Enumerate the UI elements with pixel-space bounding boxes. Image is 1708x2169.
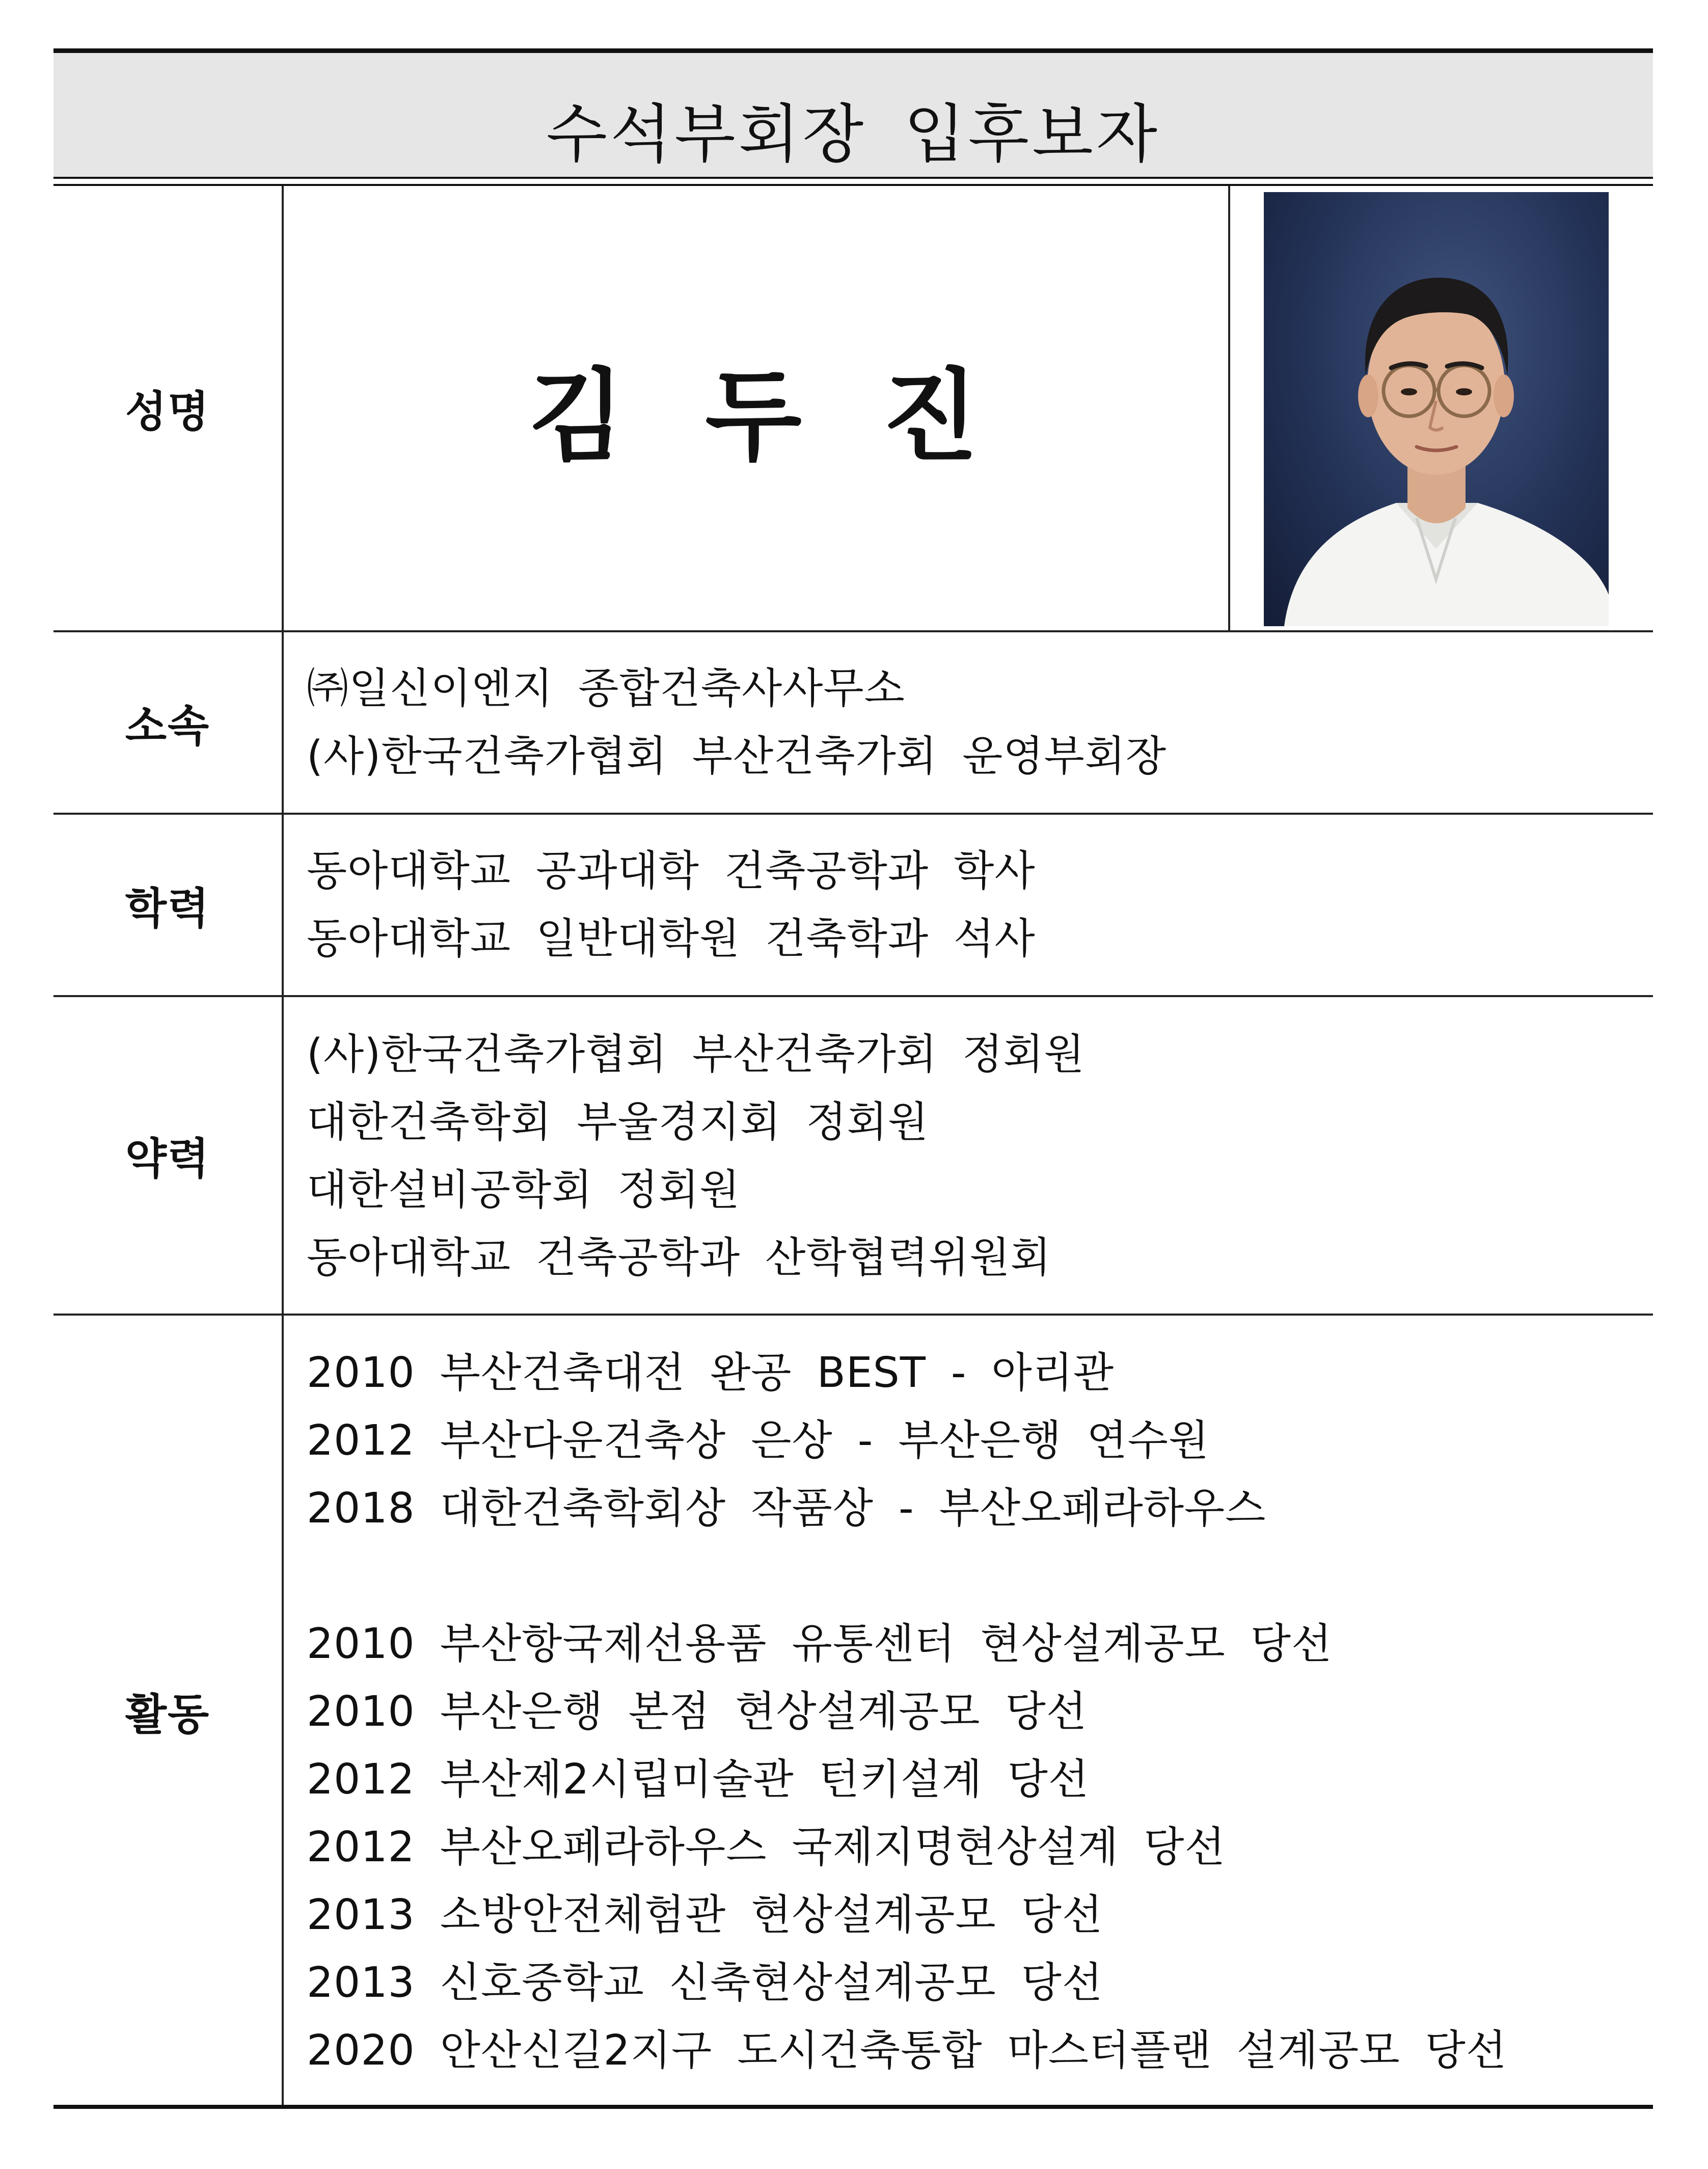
education-content — [284, 815, 1653, 995]
education-list — [307, 837, 1036, 973]
list-item: 대한설비공학회 정회원 — [307, 1166, 741, 1214]
competition-item: 2020 안산신길2지구 도시건축통합 마스터플랜 설계공모 당선 — [307, 2026, 1507, 2075]
list-item: 대한건축학회 부울경지회 정회원 — [307, 1098, 929, 1146]
label-affiliation: 소속 — [125, 701, 210, 751]
list-item: 동아대학교 공과대학 건축공학과 학사 — [307, 847, 1036, 895]
competition-item: 2010 부산항국제선용품 유통센터 현상설계공모 당선 — [307, 1620, 1333, 1668]
award-item: 2018 대한건축학회상 작품상 - 부산오페라하우스 — [307, 1484, 1266, 1533]
award-item: 2010 부산건축대전 완공 BEST - 아리관 — [307, 1349, 1115, 1397]
competition-item: 2013 신호중학교 신축현상설계공모 당선 — [307, 1959, 1103, 2007]
competition-item: 2010 부산은행 본점 현상설계공모 당선 — [307, 1688, 1087, 1736]
competition-item: 2012 부산오페라하우스 국제지명현상설계 당선 — [307, 1823, 1226, 1871]
activities-content — [284, 1316, 1653, 2107]
title-bar — [53, 48, 1653, 186]
row-affiliation — [53, 632, 1653, 815]
row-name — [53, 186, 1653, 632]
list-item: 동아대학교 건축공학과 산학협력위원회 — [307, 1234, 1051, 1282]
label-education: 학력 — [125, 883, 210, 933]
career-list — [307, 1021, 1085, 1292]
title-double-rule — [53, 177, 1653, 186]
label-activities: 활동 — [125, 1690, 210, 1739]
label-cell-education — [53, 815, 284, 995]
competition-item: 2013 소방안전체험관 현상설계공모 당선 — [307, 1891, 1103, 1939]
list-spacer — [307, 1542, 1507, 1610]
row-career — [53, 997, 1653, 1316]
award-item: 2012 부산다운건축상 은상 - 부산은행 연수원 — [307, 1416, 1209, 1465]
bottom-rule — [53, 2105, 1653, 2109]
row-activities — [53, 1316, 1653, 2107]
competition-item: 2012 부산제2시립미술관 턴키설계 당선 — [307, 1755, 1090, 1804]
portrait-illustration — [1264, 192, 1609, 626]
career-content — [284, 997, 1653, 1314]
label-cell-name — [53, 186, 284, 630]
candidate-name: 김 두 진 — [528, 359, 984, 475]
list-item: 동아대학교 일반대학원 건축학과 석사 — [307, 915, 1036, 963]
candidate-photo — [1264, 192, 1609, 626]
label-cell-career — [53, 997, 284, 1314]
page-title: 수석부회장 입후보자 — [546, 98, 1160, 171]
label-cell-affiliation — [53, 632, 284, 813]
label-career: 약력 — [125, 1134, 210, 1184]
list-item: (사)한국건축가협회 부산건축가회 운영부회장 — [307, 732, 1167, 781]
name-cell — [284, 186, 1230, 630]
row-education — [53, 815, 1653, 997]
activities-list — [307, 1339, 1507, 2084]
label-cell-activities — [53, 1316, 284, 2107]
list-item: (사)한국건축가협회 부산건축가회 정회원 — [307, 1030, 1085, 1079]
list-item: ㈜일신이엔지 종합건축사사무소 — [307, 664, 905, 713]
affiliation-list — [307, 655, 1167, 790]
label-name: 성명 — [125, 386, 210, 437]
affiliation-content — [284, 632, 1653, 813]
